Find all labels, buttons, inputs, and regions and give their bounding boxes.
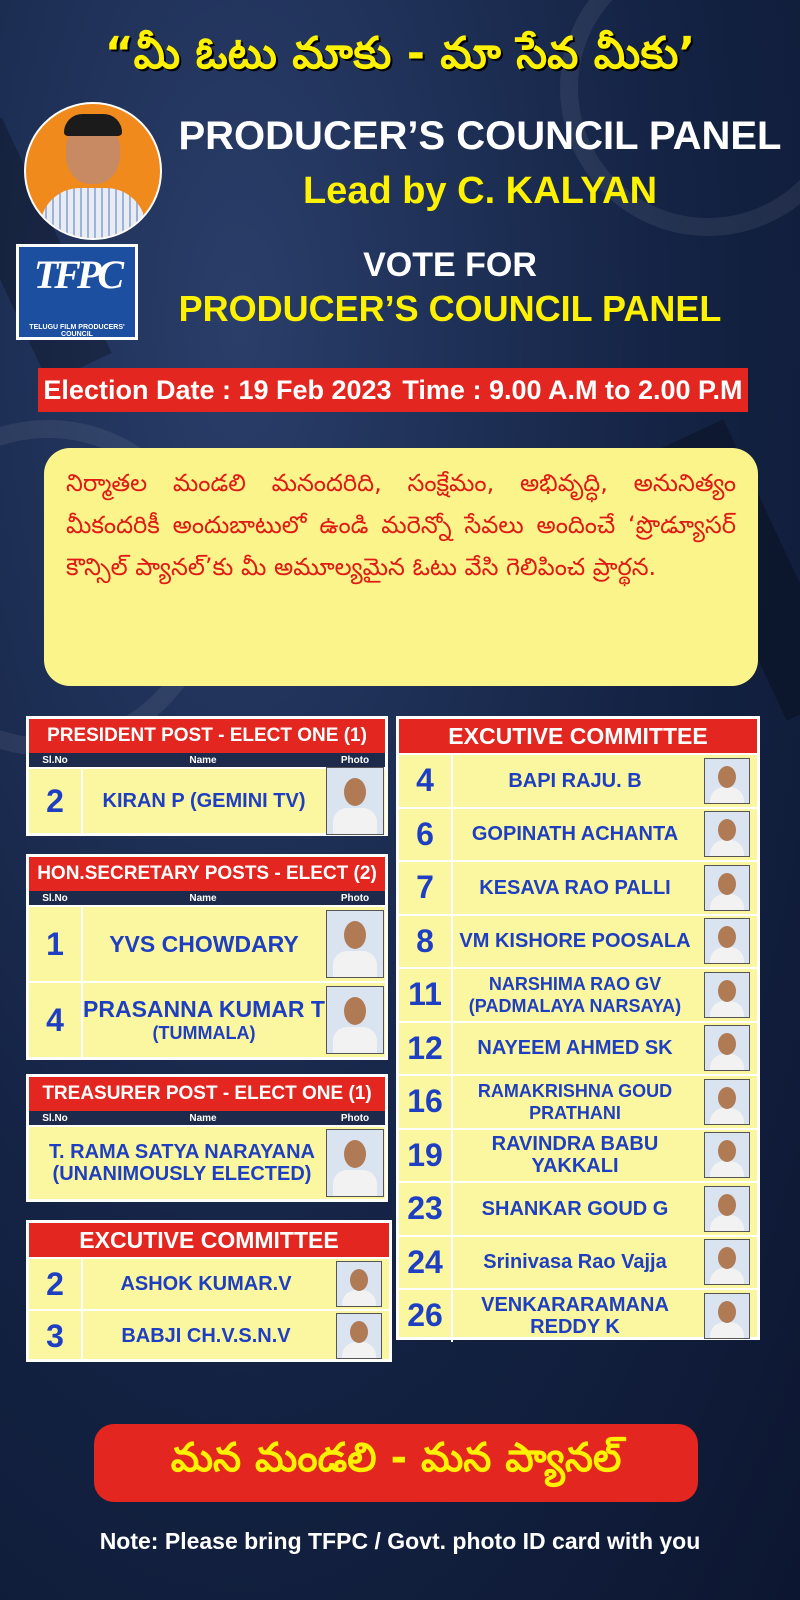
candidate-alias: (TUMMALA) xyxy=(152,1023,256,1043)
candidate-name: GOPINATH ACHANTA xyxy=(471,823,679,846)
treasurer-box xyxy=(26,1074,388,1202)
candidate-row xyxy=(29,905,385,981)
candidate-number: 16 xyxy=(399,1076,453,1128)
candidate-name-block xyxy=(83,996,325,1044)
vote-panel-heading: PRODUCER’S COUNCIL PANEL xyxy=(178,288,722,329)
candidate-number: 12 xyxy=(399,1023,453,1075)
candidate-photo xyxy=(704,1293,750,1339)
candidate-row xyxy=(29,1309,389,1361)
candidate-row xyxy=(399,1074,757,1128)
candidate-number: 7 xyxy=(399,862,453,914)
candidate-name-block xyxy=(453,1133,697,1177)
candidate-photo xyxy=(704,1132,750,1178)
col-photo: Photo xyxy=(340,892,370,904)
candidate-name-block xyxy=(453,770,697,792)
col-name: Name xyxy=(189,1112,217,1124)
candidate-number: 26 xyxy=(399,1290,453,1342)
candidate-name-block xyxy=(453,877,697,899)
candidate-photo xyxy=(326,767,384,835)
candidate-name: VM KISHORE POOSALA xyxy=(459,930,691,953)
candidate-row xyxy=(399,1235,757,1289)
candidate-photo xyxy=(326,1129,384,1197)
candidate-row xyxy=(399,807,757,861)
candidate-name: BABJI CH.V.S.N.V xyxy=(121,1325,291,1347)
candidate-row xyxy=(29,1125,385,1199)
candidate-alias: PRATHANI xyxy=(529,1102,621,1123)
candidate-number: 8 xyxy=(399,916,453,968)
col-slno: Sl.No xyxy=(42,892,68,904)
candidate-number: 24 xyxy=(399,1237,453,1289)
candidate-row xyxy=(399,1021,757,1075)
candidate-name: Srinivasa Rao Vajja xyxy=(483,1251,667,1274)
appeal-message: నిర్మాతల మండలి మనందరిది, సంక్షేమం, అభివృద్ధి, అనునిత్యం మీకందరికీ అందుబాటులో ఉండి మరెన్నో సేవలు అందించే ‘ప్రొడ్యూసర్ కౌన్సిల్ ప్యానల్’కు మీ అమూల్యమైన ఓటు వేసి గెలిపించ ప్రార్థన. xyxy=(44,448,758,686)
election-date: Election Date : 19 Feb 2023 xyxy=(43,374,392,405)
candidate-name-block xyxy=(453,1080,697,1124)
secretary-header: HON.SECRETARY POSTS - ELECT (2) xyxy=(29,857,385,891)
candidate-name-block xyxy=(453,973,697,1017)
treasurer-header: TREASURER POST - ELECT ONE (1) xyxy=(29,1077,385,1111)
candidate-name: RAVINDRA BABU YAKKALI xyxy=(491,1133,659,1178)
logo-mark: TFPC xyxy=(33,252,121,297)
tfpc-logo xyxy=(16,244,138,340)
candidate-row xyxy=(399,1288,757,1342)
candidate-photo xyxy=(704,865,750,911)
candidate-number: 11 xyxy=(399,969,453,1021)
candidate-photo xyxy=(326,986,384,1054)
footer-slogan: మన మండలి - మన ప్యానల్ xyxy=(94,1424,698,1502)
candidate-row xyxy=(29,981,385,1057)
exec-committee-right-box xyxy=(396,716,760,1340)
candidate-name-block xyxy=(453,1198,697,1220)
candidate-number: 4 xyxy=(399,755,453,807)
secretary-box xyxy=(26,854,388,1060)
id-card-note: Note: Please bring TFPC / Govt. photo ID card with you xyxy=(99,1528,701,1554)
candidate-name-block xyxy=(29,1141,325,1185)
leader-portrait xyxy=(24,102,162,240)
candidate-number: 2 xyxy=(29,1259,83,1309)
col-photo: Photo xyxy=(340,754,370,766)
exec-left-header: EXCUTIVE COMMITTEE xyxy=(29,1223,389,1257)
candidate-number: 1 xyxy=(29,907,83,981)
candidate-photo xyxy=(704,972,750,1018)
president-box xyxy=(26,716,388,836)
candidate-photo xyxy=(336,1313,382,1359)
col-photo: Photo xyxy=(340,1112,370,1124)
candidate-row xyxy=(399,914,757,968)
col-slno: Sl.No xyxy=(42,754,68,766)
candidate-name-block xyxy=(453,1037,697,1059)
candidate-photo xyxy=(704,918,750,964)
candidate-name-block xyxy=(453,1251,697,1273)
column-headers xyxy=(29,753,385,767)
candidate-name: YVS CHOWDARY xyxy=(109,931,299,957)
exec-right-rows xyxy=(399,753,757,1342)
candidate-row xyxy=(29,1257,389,1309)
candidate-row xyxy=(399,753,757,807)
candidate-name: KIRAN P (GEMINI TV) xyxy=(102,790,306,812)
candidate-number: 23 xyxy=(399,1183,453,1235)
candidate-name: NARSHIMA RAO GV xyxy=(488,973,662,994)
candidate-name: RAMAKRISHNA GOUD xyxy=(477,1080,673,1101)
candidate-photo xyxy=(704,811,750,857)
candidate-name: T. RAMA SATYA NARAYANA xyxy=(49,1141,315,1163)
candidate-photo xyxy=(326,910,384,978)
candidate-number: 3 xyxy=(29,1311,83,1361)
candidate-number: 2 xyxy=(29,769,83,833)
candidate-row xyxy=(399,1181,757,1235)
candidate-row xyxy=(29,767,385,833)
candidate-name: PRASANNA KUMAR T xyxy=(83,996,325,1022)
candidate-photo xyxy=(704,1239,750,1285)
candidate-status: (UNANIMOUSLY ELECTED) xyxy=(52,1163,312,1185)
candidate-row xyxy=(399,860,757,914)
panel-title: PRODUCER’S COUNCIL PANEL xyxy=(178,114,782,158)
exec-committee-left-box xyxy=(26,1220,392,1362)
candidate-photo xyxy=(704,1186,750,1232)
exec-right-header: EXCUTIVE COMMITTEE xyxy=(399,719,757,753)
logo-caption: TELUGU FILM PRODUCERS' COUNCIL xyxy=(29,324,125,338)
election-time: Time : 9.00 A.M to 2.00 P.M xyxy=(402,374,743,405)
candidate-row xyxy=(399,1128,757,1182)
president-header: PRESIDENT POST - ELECT ONE (1) xyxy=(29,719,385,753)
candidate-name: NAYEEM AHMED SK xyxy=(477,1037,673,1060)
col-slno: Sl.No xyxy=(42,1112,68,1124)
candidate-photo xyxy=(704,1079,750,1125)
candidate-name-block xyxy=(453,930,697,952)
col-name: Name xyxy=(189,892,217,904)
candidate-name: VENKARARAMANA REDDY K xyxy=(481,1293,669,1338)
candidate-number: 4 xyxy=(29,983,83,1057)
candidate-photo xyxy=(704,1025,750,1071)
vote-for-heading: VOTE FOR xyxy=(363,246,537,284)
candidate-number: 6 xyxy=(399,809,453,861)
candidate-row xyxy=(399,967,757,1021)
candidate-name: ASHOK KUMAR.V xyxy=(120,1273,292,1295)
candidate-photo xyxy=(336,1261,382,1307)
candidate-name-block xyxy=(453,1294,697,1338)
candidate-name: SHANKAR GOUD G xyxy=(481,1197,669,1220)
candidate-number: 19 xyxy=(399,1130,453,1182)
election-date-bar xyxy=(38,368,748,412)
col-name: Name xyxy=(189,754,217,766)
column-headers xyxy=(29,1111,385,1125)
candidate-alias: (PADMALAYA NARSAYA) xyxy=(468,995,682,1016)
candidate-name: KESAVA RAO PALLI xyxy=(479,876,671,899)
candidate-name-block xyxy=(453,823,697,845)
column-headers xyxy=(29,891,385,905)
tagline: “మీ ఓటు మాకు - మా సేవ మీకు’ xyxy=(104,28,696,79)
panel-lead: Lead by C. KALYAN xyxy=(302,170,658,212)
candidate-name: BAPI RAJU. B xyxy=(508,769,642,792)
candidate-photo xyxy=(704,758,750,804)
